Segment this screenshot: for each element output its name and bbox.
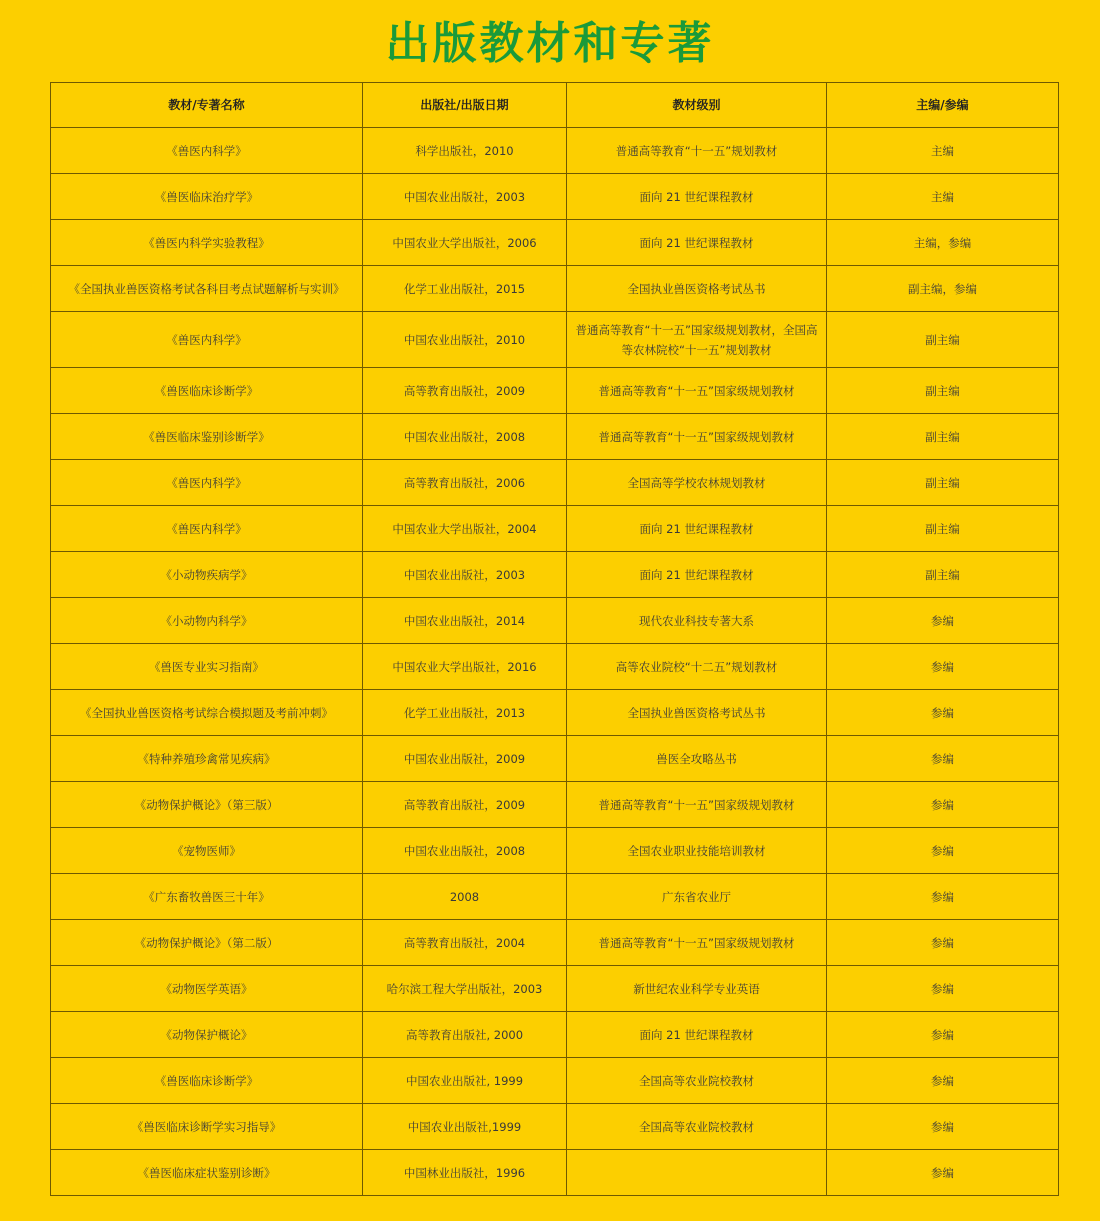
cell-name: 《动物医学英语》: [51, 966, 363, 1012]
cell-role: 参编: [827, 690, 1059, 736]
cell-level: 全国农业职业技能培训教材: [567, 828, 827, 874]
cell-level: 高等农业院校“十二五”规划教材: [567, 644, 827, 690]
cell-level: 面向 21 世纪课程教材: [567, 220, 827, 266]
cell-name: 《广东畜牧兽医三十年》: [51, 874, 363, 920]
cell-publisher: 中国农业出版社，2003: [363, 174, 567, 220]
cell-name: 《兽医内科学》: [51, 460, 363, 506]
table-row: [51, 368, 1059, 414]
cell-publisher: 高等教育出版社，2009: [363, 368, 567, 414]
cell-role: 副主编: [827, 368, 1059, 414]
cell-name: 《兽医内科学》: [51, 506, 363, 552]
cell-name: 《兽医专业实习指南》: [51, 644, 363, 690]
table-row: [51, 220, 1059, 266]
cell-role: 主编，参编: [827, 220, 1059, 266]
cell-name: 《全国执业兽医资格考试综合模拟题及考前冲刺》: [51, 690, 363, 736]
table-row: [51, 1150, 1059, 1196]
cell-role: 参编: [827, 644, 1059, 690]
table-row: [51, 966, 1059, 1012]
cell-role: 副主编: [827, 312, 1059, 368]
table-row: [51, 598, 1059, 644]
cell-publisher: 科学出版社，2010: [363, 128, 567, 174]
cell-level: 面向 21 世纪课程教材: [567, 506, 827, 552]
cell-level: 面向 21 世纪课程教材: [567, 1012, 827, 1058]
cell-publisher: 化学工业出版社，2015: [363, 266, 567, 312]
cell-role: 参编: [827, 1150, 1059, 1196]
cell-level: 广东省农业厅: [567, 874, 827, 920]
table-row: [51, 506, 1059, 552]
table-row: [51, 1058, 1059, 1104]
cell-level: 普通高等教育“十一五”规划教材: [567, 128, 827, 174]
cell-publisher: 2008: [363, 874, 567, 920]
table-row: [51, 128, 1059, 174]
cell-name: 《兽医内科学》: [51, 128, 363, 174]
table-row: [51, 460, 1059, 506]
table-row: [51, 414, 1059, 460]
table-row: [51, 782, 1059, 828]
table-row: [51, 1104, 1059, 1150]
cell-level: 面向 21 世纪课程教材: [567, 552, 827, 598]
cell-publisher: 哈尔滨工程大学出版社，2003: [363, 966, 567, 1012]
table-row: [51, 266, 1059, 312]
cell-name: 《兽医临床症状鉴别诊断》: [51, 1150, 363, 1196]
cell-level: 现代农业科技专著大系: [567, 598, 827, 644]
cell-name: 《小动物内科学》: [51, 598, 363, 644]
cell-role: 副主编: [827, 552, 1059, 598]
cell-publisher: 中国农业出版社，2008: [363, 828, 567, 874]
table-row: [51, 828, 1059, 874]
header-publisher: 出版社/出版日期: [363, 83, 567, 128]
table-row: [51, 644, 1059, 690]
cell-publisher: 中国农业出版社, 1999: [363, 1058, 567, 1104]
cell-level: 普通高等教育“十一五”国家级规划教材: [567, 920, 827, 966]
cell-role: 参编: [827, 920, 1059, 966]
cell-publisher: 中国农业大学出版社，2016: [363, 644, 567, 690]
cell-role: 主编: [827, 128, 1059, 174]
cell-level: 普通高等教育“十一五”国家级规划教材，全国高等农林院校“十一五”规划教材: [567, 312, 827, 368]
cell-level: 全国高等农业院校教材: [567, 1058, 827, 1104]
cell-publisher: 高等教育出版社，2006: [363, 460, 567, 506]
cell-name: 《兽医临床诊断学实习指导》: [51, 1104, 363, 1150]
cell-name: 《全国执业兽医资格考试各科目考点试题解析与实训》: [51, 266, 363, 312]
cell-level: 面向 21 世纪课程教材: [567, 174, 827, 220]
cell-role: 副主编: [827, 414, 1059, 460]
cell-role: 参编: [827, 966, 1059, 1012]
cell-role: 参编: [827, 828, 1059, 874]
cell-level: [567, 1150, 827, 1196]
cell-publisher: 中国农业大学出版社，2004: [363, 506, 567, 552]
cell-level: 兽医全攻略丛书: [567, 736, 827, 782]
cell-name: 《兽医临床诊断学》: [51, 368, 363, 414]
page-title: 出版教材和专著: [385, 18, 715, 69]
header-level: 教材级别: [567, 83, 827, 128]
table-header-row: [51, 83, 1059, 128]
cell-role: 参编: [827, 874, 1059, 920]
table-row: [51, 874, 1059, 920]
table-row: [51, 736, 1059, 782]
publications-table: [50, 82, 1059, 1196]
cell-publisher: 化学工业出版社，2013: [363, 690, 567, 736]
cell-name: 《兽医临床治疗学》: [51, 174, 363, 220]
cell-publisher: 高等教育出版社，2004: [363, 920, 567, 966]
cell-role: 参编: [827, 1104, 1059, 1150]
table-row: [51, 552, 1059, 598]
table-row: [51, 312, 1059, 368]
cell-level: 全国执业兽医资格考试丛书: [567, 690, 827, 736]
cell-name: 《特种养殖珍禽常见疾病》: [51, 736, 363, 782]
cell-role: 副主编: [827, 506, 1059, 552]
cell-role: 参编: [827, 1012, 1059, 1058]
cell-level: 普通高等教育“十一五”国家级规划教材: [567, 368, 827, 414]
cell-name: 《动物保护概论》（第二版）: [51, 920, 363, 966]
cell-name: 《动物保护概论》: [51, 1012, 363, 1058]
cell-publisher: 高等教育出版社，2009: [363, 782, 567, 828]
table-row: [51, 920, 1059, 966]
cell-role: 主编: [827, 174, 1059, 220]
table-row: [51, 174, 1059, 220]
cell-publisher: 中国农业出版社，2009: [363, 736, 567, 782]
cell-publisher: 中国林业出版社，1996: [363, 1150, 567, 1196]
cell-publisher: 中国农业出版社，2003: [363, 552, 567, 598]
cell-publisher: 中国农业出版社，2008: [363, 414, 567, 460]
cell-name: 《兽医内科学》: [51, 312, 363, 368]
cell-publisher: 中国农业出版社,1999: [363, 1104, 567, 1150]
header-role: 主编/参编: [827, 83, 1059, 128]
table-row: [51, 1012, 1059, 1058]
cell-name: 《宠物医师》: [51, 828, 363, 874]
cell-publisher: 高等教育出版社, 2000: [363, 1012, 567, 1058]
cell-role: 副主编: [827, 460, 1059, 506]
cell-name: 《兽医临床鉴别诊断学》: [51, 414, 363, 460]
cell-level: 全国高等农业院校教材: [567, 1104, 827, 1150]
cell-role: 参编: [827, 1058, 1059, 1104]
cell-publisher: 中国农业出版社，2010: [363, 312, 567, 368]
cell-level: 全国高等学校农林规划教材: [567, 460, 827, 506]
cell-name: 《兽医临床诊断学》: [51, 1058, 363, 1104]
cell-level: 普通高等教育“十一五”国家级规划教材: [567, 414, 827, 460]
cell-role: 副主编，参编: [827, 266, 1059, 312]
cell-level: 新世纪农业科学专业英语: [567, 966, 827, 1012]
cell-role: 参编: [827, 782, 1059, 828]
cell-name: 《兽医内科学实验教程》: [51, 220, 363, 266]
cell-name: 《动物保护概论》（第三版）: [51, 782, 363, 828]
cell-level: 普通高等教育“十一五”国家级规划教材: [567, 782, 827, 828]
cell-level: 全国执业兽医资格考试丛书: [567, 266, 827, 312]
cell-role: 参编: [827, 736, 1059, 782]
cell-role: 参编: [827, 598, 1059, 644]
cell-publisher: 中国农业出版社，2014: [363, 598, 567, 644]
cell-publisher: 中国农业大学出版社，2006: [363, 220, 567, 266]
cell-name: 《小动物疾病学》: [51, 552, 363, 598]
table-row: [51, 690, 1059, 736]
header-name: 教材/专著名称: [51, 83, 363, 128]
